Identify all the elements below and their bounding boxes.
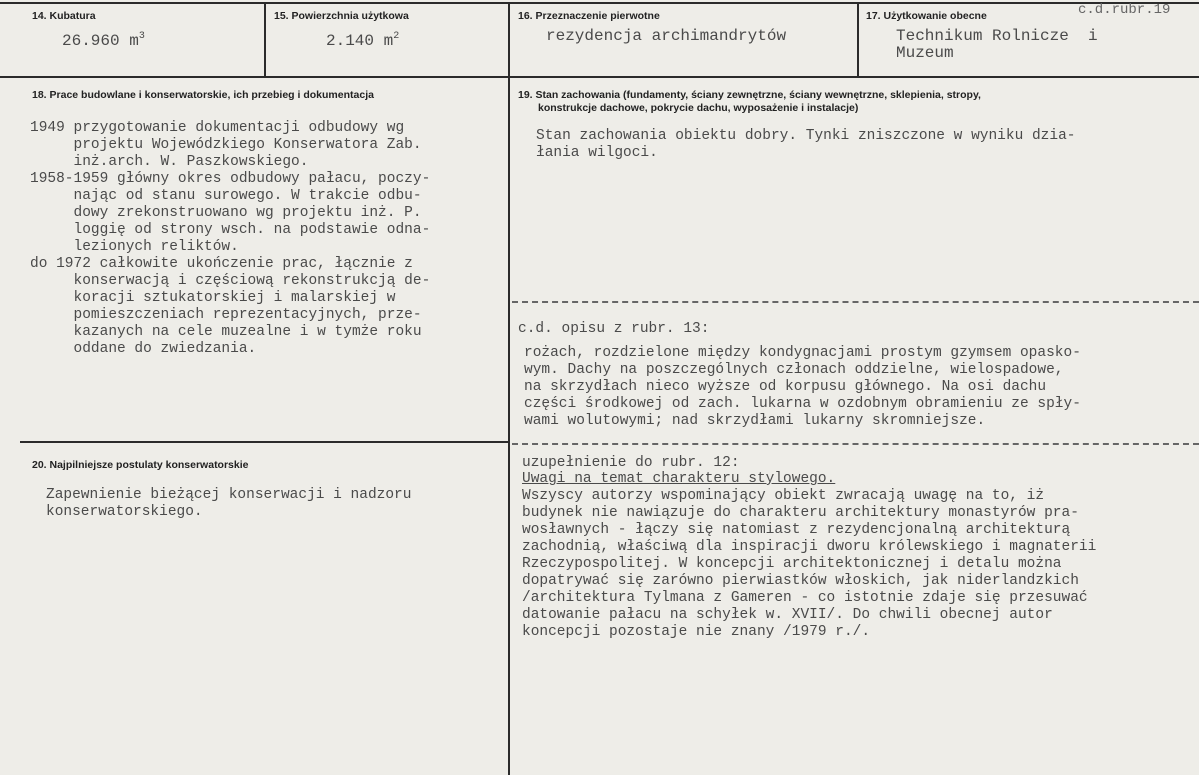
uzytkowanie-corner-note: c.d.rubr.19 [1078, 2, 1171, 18]
uzytkowanie-label: 17. Użytkowanie obecne [866, 10, 987, 22]
cont12-line: zachodnią, właściwą dla inspiracji dworu królewskiego i magnaterii [522, 539, 1097, 555]
cont12-line: Wszyscy autorzy wspominający obiekt zwracają uwagę na to, iż [522, 488, 1045, 504]
uzytkowanie-value-line-1: Technikum Rolnicze i [896, 27, 1098, 45]
top-row-bottom-border [0, 76, 1199, 78]
right-dash-2 [512, 443, 1199, 445]
cont12-subheader: Uwagi na temat charakteru stylowego. [522, 471, 836, 487]
kubatura-unit-exponent: 3 [138, 31, 145, 42]
cont13-header: c.d. opisu z rubr. 13: [518, 321, 710, 337]
s18-line: oddane do zwiedzania. [30, 341, 257, 357]
cont13-line: wami wolutowymi; nad skrzydłami lukarny skromniejsze. [524, 413, 986, 429]
cont13-line: części środkowej od zach. lukarna w ozdobnym obramieniu ze spły- [524, 396, 1081, 412]
s18-line: konserwacją i częściową rekonstrukcją de- [30, 273, 431, 289]
divider-14-15 [264, 2, 266, 78]
cont12-line: koncepcji pozostaje nie znany /1979 r./. [522, 624, 871, 640]
divider-15-16 [508, 2, 510, 78]
s18-line: projektu Wojewódzkiego Konserwatora Zab. [30, 137, 422, 153]
s18-line: loggię od strony wsch. na podstawie odna- [30, 222, 431, 238]
powierzchnia-number: 2.140 m [326, 32, 394, 50]
cont13-line: na skrzydłach nieco wyższe od korpusu głównego. Na osi dachu [524, 379, 1047, 395]
s18-line: kazanych na cele muzealne i w tymże roku [30, 324, 422, 340]
s18-label: 18. Prace budowlane i konserwatorskie, ich przebieg i dokumentacja [32, 89, 374, 101]
s18-line: dowy zrekonstruowano wg projektu inż. P. [30, 205, 422, 221]
s18-line: do 1972 całkowite ukończenie prac, łącznie z [30, 256, 413, 272]
s18-line: 1958-1959 główny okres odbudowy pałacu, poczy- [30, 171, 431, 187]
s19-line: Stan zachowania obiektu dobry. Tynki zniszczone w wyniku dzia- [536, 128, 1076, 144]
divider-16-17 [857, 2, 859, 78]
s18-bottom-border [20, 441, 508, 443]
uzytkowanie-value-line-2: Muzeum [896, 44, 954, 62]
cont12-line: dopatrywać się zarówno pierwiastków włoskich, jak niderlandzkich [522, 573, 1079, 589]
cont12-line: budynek nie nawiązuje do charakteru architektury monastyrów pra- [522, 505, 1079, 521]
top-border [0, 2, 1199, 4]
s18-line: koracji sztukatorskiej i malarskiej w [30, 290, 396, 306]
cont12-header: uzupełnienie do rubr. 12: [522, 455, 740, 471]
powierzchnia-label: 15. Powierzchnia użytkowa [274, 10, 409, 22]
powierzchnia-value [326, 28, 399, 50]
s20-label: 20. Najpilniejsze postulaty konserwatorskie [32, 459, 249, 471]
przeznaczenie-label: 16. Przeznaczenie pierwotne [518, 10, 660, 22]
cont12-line: wosławnych - łączy się natomiast z rezydencjonalną architekturą [522, 522, 1071, 538]
cont13-line: rożach, rozdzielone między kondygnacjami prostym gzymsem opasko- [524, 345, 1081, 361]
s20-line: Zapewnienie bieżącej konserwacji i nadzoru [46, 487, 412, 503]
s18-line: 1949 przygotowanie dokumentacji odbudowy wg [30, 120, 405, 136]
s19-label-line-2: konstrukcje dachowe, pokrycie dachu, wyposażenie i instalacje) [538, 102, 859, 114]
right-dash-1 [512, 301, 1199, 303]
kubatura-label: 14. Kubatura [32, 10, 96, 22]
kubatura-value [62, 28, 145, 50]
s18-line: pomieszczeniach reprezentacyjnych, prze- [30, 307, 422, 323]
cont12-line: datowanie pałacu na schyłek w. XVII/. Do chwili obecnej autor [522, 607, 1053, 623]
s20-line: konserwatorskiego. [46, 504, 203, 520]
cont12-line: Rzeczypospolitej. W koncepcji architektonicznej i detalu można [522, 556, 1062, 572]
s18-line: inż.arch. W. Paszkowskiego. [30, 154, 309, 170]
przeznaczenie-value: rezydencja archimandrytów [546, 27, 787, 45]
kubatura-number: 26.960 m [62, 32, 139, 50]
s19-label-line-1: 19. Stan zachowania (fundamenty, ściany zewnętrzne, ściany wewnętrzne, sklepienia, stropy, [518, 89, 981, 101]
cont13-line: wym. Dachy na poszczególnych członach oddzielne, wielospadowe, [524, 362, 1064, 378]
cont12-line: /architektura Tylmana z Gameren - co istotnie zdaje się przesuwać [522, 590, 1088, 606]
s19-line: łania wilgoci. [536, 145, 658, 161]
main-column-divider [508, 76, 510, 775]
powierzchnia-unit-exponent: 2 [393, 31, 400, 42]
s18-line: nając od stanu surowego. W trakcie odbu- [30, 188, 422, 204]
s18-line: lezionych reliktów. [30, 239, 239, 255]
